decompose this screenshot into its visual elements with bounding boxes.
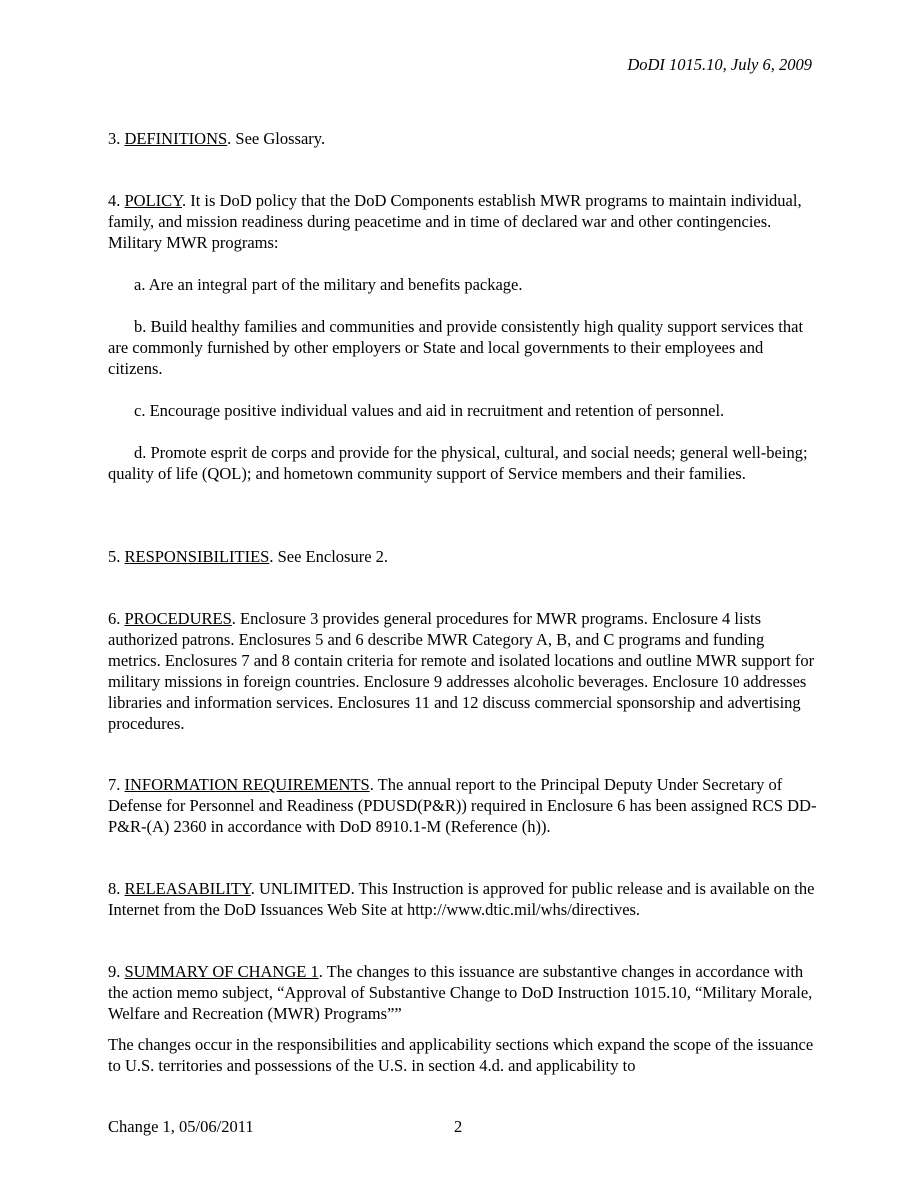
section-definitions [108,128,325,149]
section-number: 8. [108,879,125,898]
section-number: 9. [108,962,125,981]
section-heading: DEFINITIONS [124,129,228,148]
section-number: 6. [108,609,125,628]
policy-item-d: d. Promote esprit de corps and provide for the physical, cultural, and social needs; general well-being; quality of life (QOL); and hometown community support of Service members and their families. [108,443,808,483]
section-heading: PROCEDURES [124,609,232,628]
section-text: . It is DoD policy that the DoD Components establish MWR programs to maintain individual, family, and mission readiness during peacetime and in time of declared war and other contingencies. Military MWR programs: [108,191,802,252]
section-number: 4. [108,191,125,210]
section-text: . The annual report to the Principal Deputy Under Secretary of Defense for Personnel and Readiness (PDUSD(P&R)) required in Enclosure 6 has been assigned RCS DD-P&R-(A) 2360 in accordance with DoD 8910.1-M (Reference (h)). [108,775,817,836]
policy-item-c: c. Encourage positive individual values and aid in recruitment and retention of personnel. [134,401,725,420]
section-responsibilities [108,546,818,567]
footer-change-label: Change 1, 05/06/2011 [108,1117,254,1136]
page-header: DoDI 1015.10, July 6, 2009 [627,55,812,74]
policy-item-a: a. Are an integral part of the military and benefits package. [134,275,523,294]
section-summary-of-change [108,961,818,1024]
section-number: 7. [108,775,125,794]
section-heading: SUMMARY OF CHANGE 1 [124,962,319,981]
section-heading: RELEASABILITY [124,879,251,898]
section-information-requirements [108,774,818,837]
section-text: . Enclosure 3 provides general procedures for MWR programs. Enclosure 4 lists authorized patrons. Enclosures 5 and 6 describe MWR Category A, B, and C programs and funding metrics. Enclosures 7 and 8 contain criteria for remote and isolated locations and outline MWR support for military missions in foreign countries. Enclosure 9 addresses alcoholic beverages. Enclosure 10 addresses libraries and information services. Enclosures 11 and 12 discuss commercial sponsorship and advertising procedures. [108,609,815,733]
section-text: . See Enclosure 2. [269,547,389,566]
policy-item-b: b. Build healthy families and communities and provide consistently high quality support services that are commonly furnished by other employers or State and local governments to their employees and citizens. [108,317,804,378]
section-procedures [108,608,818,734]
section-text: . UNLIMITED. This Instruction is approved for public release and is available on the Internet from the DoD Issuances Web Site at http://www.dtic.mil/whs/directives. [108,879,815,919]
section-text: . The changes to this issuance are substantive changes in accordance with the action memo subject, “Approval of Substantive Change to DoD Instruction 1015.10, “Military Morale, Welfare and Recreation (MWR) Programs”” [108,962,813,1023]
section-heading: INFORMATION REQUIREMENTS [124,775,370,794]
page-number: 2 [454,1117,463,1136]
section-policy [108,190,818,253]
section-text: . See Glossary. [227,129,326,148]
section-heading: RESPONSIBILITIES [124,547,270,566]
section-number: 5. [108,547,125,566]
summary-of-change-paragraph: The changes occur in the responsibilities and applicability sections which expand the scope of the issuance to U.S. territories and possessions of the U.S. in section 4.d. and applicability to [108,1035,814,1075]
section-heading: POLICY [124,191,182,210]
section-releasability [108,878,818,920]
section-number: 3. [108,129,125,148]
